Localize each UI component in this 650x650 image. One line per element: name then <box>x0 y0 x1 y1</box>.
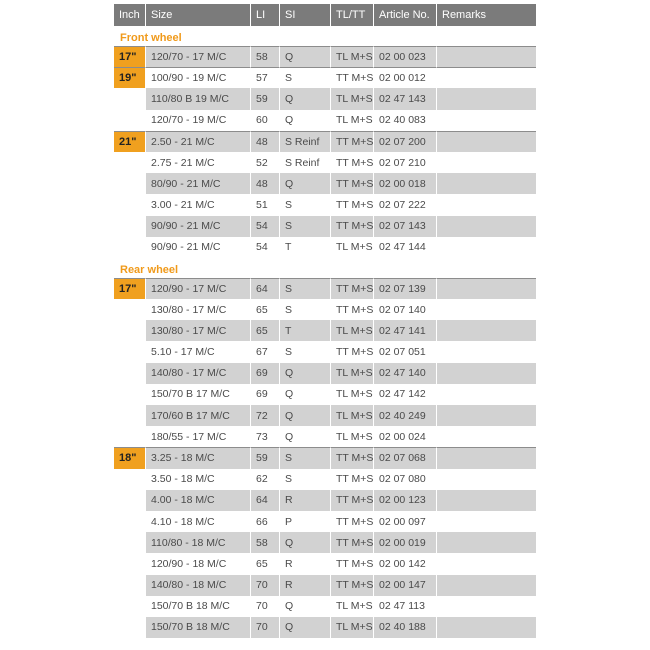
cell-load-index: 69 <box>251 384 280 405</box>
cell-load-index: 58 <box>251 532 280 553</box>
cell-inch <box>114 405 146 426</box>
cell-inch <box>114 173 146 194</box>
cell-size: 150/70 B 17 M/C <box>146 384 251 405</box>
cell-load-index: 65 <box>251 320 280 341</box>
tire-table <box>114 4 536 638</box>
cell-tl-tt: TT M+S <box>331 553 374 574</box>
cell-remarks <box>437 553 536 574</box>
cell-load-index: 57 <box>251 67 280 88</box>
cell-article-no: 02 40 249 <box>374 405 437 426</box>
cell-size: 3.00 - 21 M/C <box>146 194 251 215</box>
cell-load-index: 73 <box>251 426 280 447</box>
cell-remarks <box>437 110 536 131</box>
table-row <box>114 511 536 532</box>
cell-size: 2.75 - 21 M/C <box>146 152 251 173</box>
header-tl-tt: TL/TT <box>331 4 374 26</box>
table-row <box>114 110 536 131</box>
cell-tl-tt: TL M+S <box>331 320 374 341</box>
cell-article-no: 02 47 144 <box>374 237 437 258</box>
table-row <box>114 173 536 194</box>
cell-inch <box>114 320 146 341</box>
cell-tl-tt: TL M+S <box>331 384 374 405</box>
table-row <box>114 532 536 553</box>
table-row <box>114 67 536 88</box>
cell-speed-index: S <box>280 469 331 490</box>
cell-inch <box>114 553 146 574</box>
cell-remarks <box>437 278 536 299</box>
header-article-no: Article No. <box>374 4 437 26</box>
cell-remarks <box>437 596 536 617</box>
cell-tl-tt: TT M+S <box>331 341 374 362</box>
cell-load-index: 48 <box>251 131 280 152</box>
table-row <box>114 405 536 426</box>
cell-speed-index: Q <box>280 384 331 405</box>
cell-speed-index: S <box>280 216 331 237</box>
cell-load-index: 52 <box>251 152 280 173</box>
cell-tl-tt: TL M+S <box>331 46 374 67</box>
cell-inch <box>114 532 146 553</box>
cell-tl-tt: TT M+S <box>331 173 374 194</box>
cell-load-index: 58 <box>251 46 280 67</box>
section-title-row <box>114 258 536 278</box>
cell-article-no: 02 07 140 <box>374 299 437 320</box>
cell-speed-index: R <box>280 553 331 574</box>
cell-tl-tt: TT M+S <box>331 490 374 511</box>
cell-speed-index: Q <box>280 110 331 131</box>
cell-remarks <box>437 67 536 88</box>
cell-article-no: 02 47 142 <box>374 384 437 405</box>
cell-speed-index: P <box>280 511 331 532</box>
cell-speed-index: T <box>280 320 331 341</box>
table-row <box>114 553 536 574</box>
cell-load-index: 60 <box>251 110 280 131</box>
cell-tl-tt: TT M+S <box>331 511 374 532</box>
table-row <box>114 384 536 405</box>
cell-speed-index: S <box>280 299 331 320</box>
cell-article-no: 02 07 200 <box>374 131 437 152</box>
cell-article-no: 02 00 142 <box>374 553 437 574</box>
cell-tl-tt: TT M+S <box>331 532 374 553</box>
cell-speed-index: Q <box>280 426 331 447</box>
cell-speed-index: S Reinf <box>280 152 331 173</box>
table-row <box>114 88 536 109</box>
cell-size: 5.10 - 17 M/C <box>146 341 251 362</box>
cell-speed-index: Q <box>280 405 331 426</box>
cell-speed-index: S <box>280 67 331 88</box>
cell-remarks <box>437 173 536 194</box>
cell-load-index: 54 <box>251 216 280 237</box>
cell-remarks <box>437 511 536 532</box>
cell-remarks <box>437 384 536 405</box>
cell-article-no: 02 07 139 <box>374 278 437 299</box>
cell-article-no: 02 00 023 <box>374 46 437 67</box>
cell-tl-tt: TL M+S <box>331 405 374 426</box>
cell-remarks <box>437 617 536 638</box>
cell-remarks <box>437 152 536 173</box>
cell-remarks <box>437 532 536 553</box>
cell-tl-tt: TL M+S <box>331 426 374 447</box>
cell-inch <box>114 469 146 490</box>
cell-speed-index: R <box>280 575 331 596</box>
cell-load-index: 54 <box>251 237 280 258</box>
cell-article-no: 02 07 210 <box>374 152 437 173</box>
cell-load-index: 64 <box>251 490 280 511</box>
table-row <box>114 152 536 173</box>
table-row <box>114 447 536 468</box>
cell-size: 150/70 B 18 M/C <box>146 617 251 638</box>
table-row <box>114 46 536 67</box>
cell-article-no: 02 40 083 <box>374 110 437 131</box>
cell-remarks <box>437 194 536 215</box>
cell-speed-index: Q <box>280 88 331 109</box>
cell-inch <box>114 384 146 405</box>
header-remarks: Remarks <box>437 4 536 26</box>
cell-tl-tt: TT M+S <box>331 575 374 596</box>
cell-article-no: 02 00 018 <box>374 173 437 194</box>
cell-speed-index: T <box>280 237 331 258</box>
cell-remarks <box>437 299 536 320</box>
cell-load-index: 70 <box>251 596 280 617</box>
cell-article-no: 02 40 188 <box>374 617 437 638</box>
cell-size: 80/90 - 21 M/C <box>146 173 251 194</box>
cell-load-index: 64 <box>251 278 280 299</box>
cell-speed-index: S <box>280 194 331 215</box>
table-row <box>114 341 536 362</box>
cell-tl-tt: TT M+S <box>331 216 374 237</box>
cell-tl-tt: TT M+S <box>331 469 374 490</box>
cell-size: 3.25 - 18 M/C <box>146 447 251 468</box>
table-row <box>114 320 536 341</box>
header-load-index: LI <box>251 4 280 26</box>
cell-speed-index: Q <box>280 617 331 638</box>
cell-size: 3.50 - 18 M/C <box>146 469 251 490</box>
cell-article-no: 02 07 068 <box>374 447 437 468</box>
header-speed-index: SI <box>280 4 331 26</box>
cell-article-no: 02 47 143 <box>374 88 437 109</box>
cell-remarks <box>437 575 536 596</box>
table-row <box>114 617 536 638</box>
cell-tl-tt: TL M+S <box>331 110 374 131</box>
cell-inch: 21" <box>114 131 146 152</box>
cell-inch <box>114 363 146 384</box>
cell-load-index: 65 <box>251 553 280 574</box>
cell-speed-index: R <box>280 490 331 511</box>
cell-load-index: 70 <box>251 617 280 638</box>
cell-inch <box>114 426 146 447</box>
cell-remarks <box>437 447 536 468</box>
cell-size: 180/55 - 17 M/C <box>146 426 251 447</box>
cell-article-no: 02 00 024 <box>374 426 437 447</box>
cell-remarks <box>437 216 536 237</box>
cell-speed-index: S <box>280 278 331 299</box>
cell-article-no: 02 00 097 <box>374 511 437 532</box>
cell-inch <box>114 216 146 237</box>
cell-inch <box>114 511 146 532</box>
cell-remarks <box>437 88 536 109</box>
cell-size: 110/80 - 18 M/C <box>146 532 251 553</box>
cell-load-index: 72 <box>251 405 280 426</box>
cell-tl-tt: TL M+S <box>331 88 374 109</box>
cell-size: 4.10 - 18 M/C <box>146 511 251 532</box>
cell-size: 140/80 - 18 M/C <box>146 575 251 596</box>
cell-tl-tt: TT M+S <box>331 447 374 468</box>
cell-inch <box>114 110 146 131</box>
cell-size: 2.50 - 21 M/C <box>146 131 251 152</box>
cell-article-no: 02 00 012 <box>374 67 437 88</box>
cell-size: 130/80 - 17 M/C <box>146 299 251 320</box>
cell-remarks <box>437 490 536 511</box>
cell-remarks <box>437 320 536 341</box>
cell-size: 4.00 - 18 M/C <box>146 490 251 511</box>
cell-inch: 17" <box>114 46 146 67</box>
cell-tl-tt: TL M+S <box>331 596 374 617</box>
cell-size: 120/90 - 17 M/C <box>146 278 251 299</box>
section-title: Rear wheel <box>120 263 179 276</box>
cell-tl-tt: TT M+S <box>331 299 374 320</box>
cell-size: 110/80 B 19 M/C <box>146 88 251 109</box>
cell-article-no: 02 47 113 <box>374 596 437 617</box>
cell-remarks <box>437 131 536 152</box>
cell-article-no: 02 47 140 <box>374 363 437 384</box>
cell-remarks <box>437 341 536 362</box>
cell-article-no: 02 07 080 <box>374 469 437 490</box>
cell-size: 120/70 - 19 M/C <box>146 110 251 131</box>
cell-load-index: 59 <box>251 88 280 109</box>
table-row <box>114 469 536 490</box>
table-row <box>114 575 536 596</box>
cell-inch: 17" <box>114 278 146 299</box>
table-row <box>114 216 536 237</box>
cell-inch <box>114 299 146 320</box>
cell-inch <box>114 237 146 258</box>
cell-size: 130/80 - 17 M/C <box>146 320 251 341</box>
cell-tl-tt: TT M+S <box>331 278 374 299</box>
cell-article-no: 02 07 222 <box>374 194 437 215</box>
cell-inch <box>114 152 146 173</box>
cell-remarks <box>437 426 536 447</box>
table-row <box>114 131 536 152</box>
cell-inch <box>114 194 146 215</box>
cell-speed-index: S <box>280 341 331 362</box>
cell-tl-tt: TT M+S <box>331 152 374 173</box>
table-row <box>114 194 536 215</box>
cell-load-index: 65 <box>251 299 280 320</box>
cell-tl-tt: TT M+S <box>331 67 374 88</box>
cell-speed-index: Q <box>280 363 331 384</box>
cell-load-index: 48 <box>251 173 280 194</box>
cell-load-index: 67 <box>251 341 280 362</box>
cell-load-index: 59 <box>251 447 280 468</box>
table-row <box>114 363 536 384</box>
section-title-row <box>114 26 536 46</box>
cell-size: 120/70 - 17 M/C <box>146 46 251 67</box>
table-row <box>114 237 536 258</box>
cell-inch: 19" <box>114 67 146 88</box>
table-header <box>114 4 536 26</box>
cell-tl-tt: TT M+S <box>331 131 374 152</box>
cell-remarks <box>437 237 536 258</box>
cell-speed-index: Q <box>280 46 331 67</box>
cell-article-no: 02 00 019 <box>374 532 437 553</box>
section-title: Front wheel <box>120 32 182 44</box>
cell-tl-tt: TT M+S <box>331 194 374 215</box>
cell-load-index: 62 <box>251 469 280 490</box>
cell-size: 150/70 B 18 M/C <box>146 596 251 617</box>
cell-inch <box>114 617 146 638</box>
table-row <box>114 299 536 320</box>
table-row <box>114 596 536 617</box>
cell-article-no: 02 07 051 <box>374 341 437 362</box>
cell-load-index: 66 <box>251 511 280 532</box>
cell-article-no: 02 07 143 <box>374 216 437 237</box>
cell-load-index: 51 <box>251 194 280 215</box>
cell-inch: 18" <box>114 447 146 468</box>
cell-inch <box>114 88 146 109</box>
cell-speed-index: Q <box>280 532 331 553</box>
cell-remarks <box>437 46 536 67</box>
cell-load-index: 70 <box>251 575 280 596</box>
cell-article-no: 02 00 123 <box>374 490 437 511</box>
cell-size: 170/60 B 17 M/C <box>146 405 251 426</box>
cell-speed-index: Q <box>280 596 331 617</box>
cell-remarks <box>437 405 536 426</box>
cell-remarks <box>437 469 536 490</box>
header-inch: Inch <box>114 4 146 26</box>
cell-speed-index: Q <box>280 173 331 194</box>
cell-tl-tt: TL M+S <box>331 617 374 638</box>
cell-size: 140/80 - 17 M/C <box>146 363 251 384</box>
table-row <box>114 426 536 447</box>
cell-load-index: 69 <box>251 363 280 384</box>
cell-tl-tt: TL M+S <box>331 237 374 258</box>
cell-inch <box>114 341 146 362</box>
cell-article-no: 02 47 141 <box>374 320 437 341</box>
cell-inch <box>114 575 146 596</box>
cell-tl-tt: TL M+S <box>331 363 374 384</box>
cell-size: 100/90 - 19 M/C <box>146 67 251 88</box>
cell-size: 90/90 - 21 M/C <box>146 237 251 258</box>
cell-inch <box>114 490 146 511</box>
cell-size: 120/90 - 18 M/C <box>146 553 251 574</box>
cell-inch <box>114 596 146 617</box>
header-size: Size <box>146 4 251 26</box>
cell-remarks <box>437 363 536 384</box>
table-row <box>114 490 536 511</box>
cell-speed-index: S Reinf <box>280 131 331 152</box>
table-row <box>114 278 536 299</box>
cell-article-no: 02 00 147 <box>374 575 437 596</box>
cell-size: 90/90 - 21 M/C <box>146 216 251 237</box>
cell-speed-index: S <box>280 447 331 468</box>
